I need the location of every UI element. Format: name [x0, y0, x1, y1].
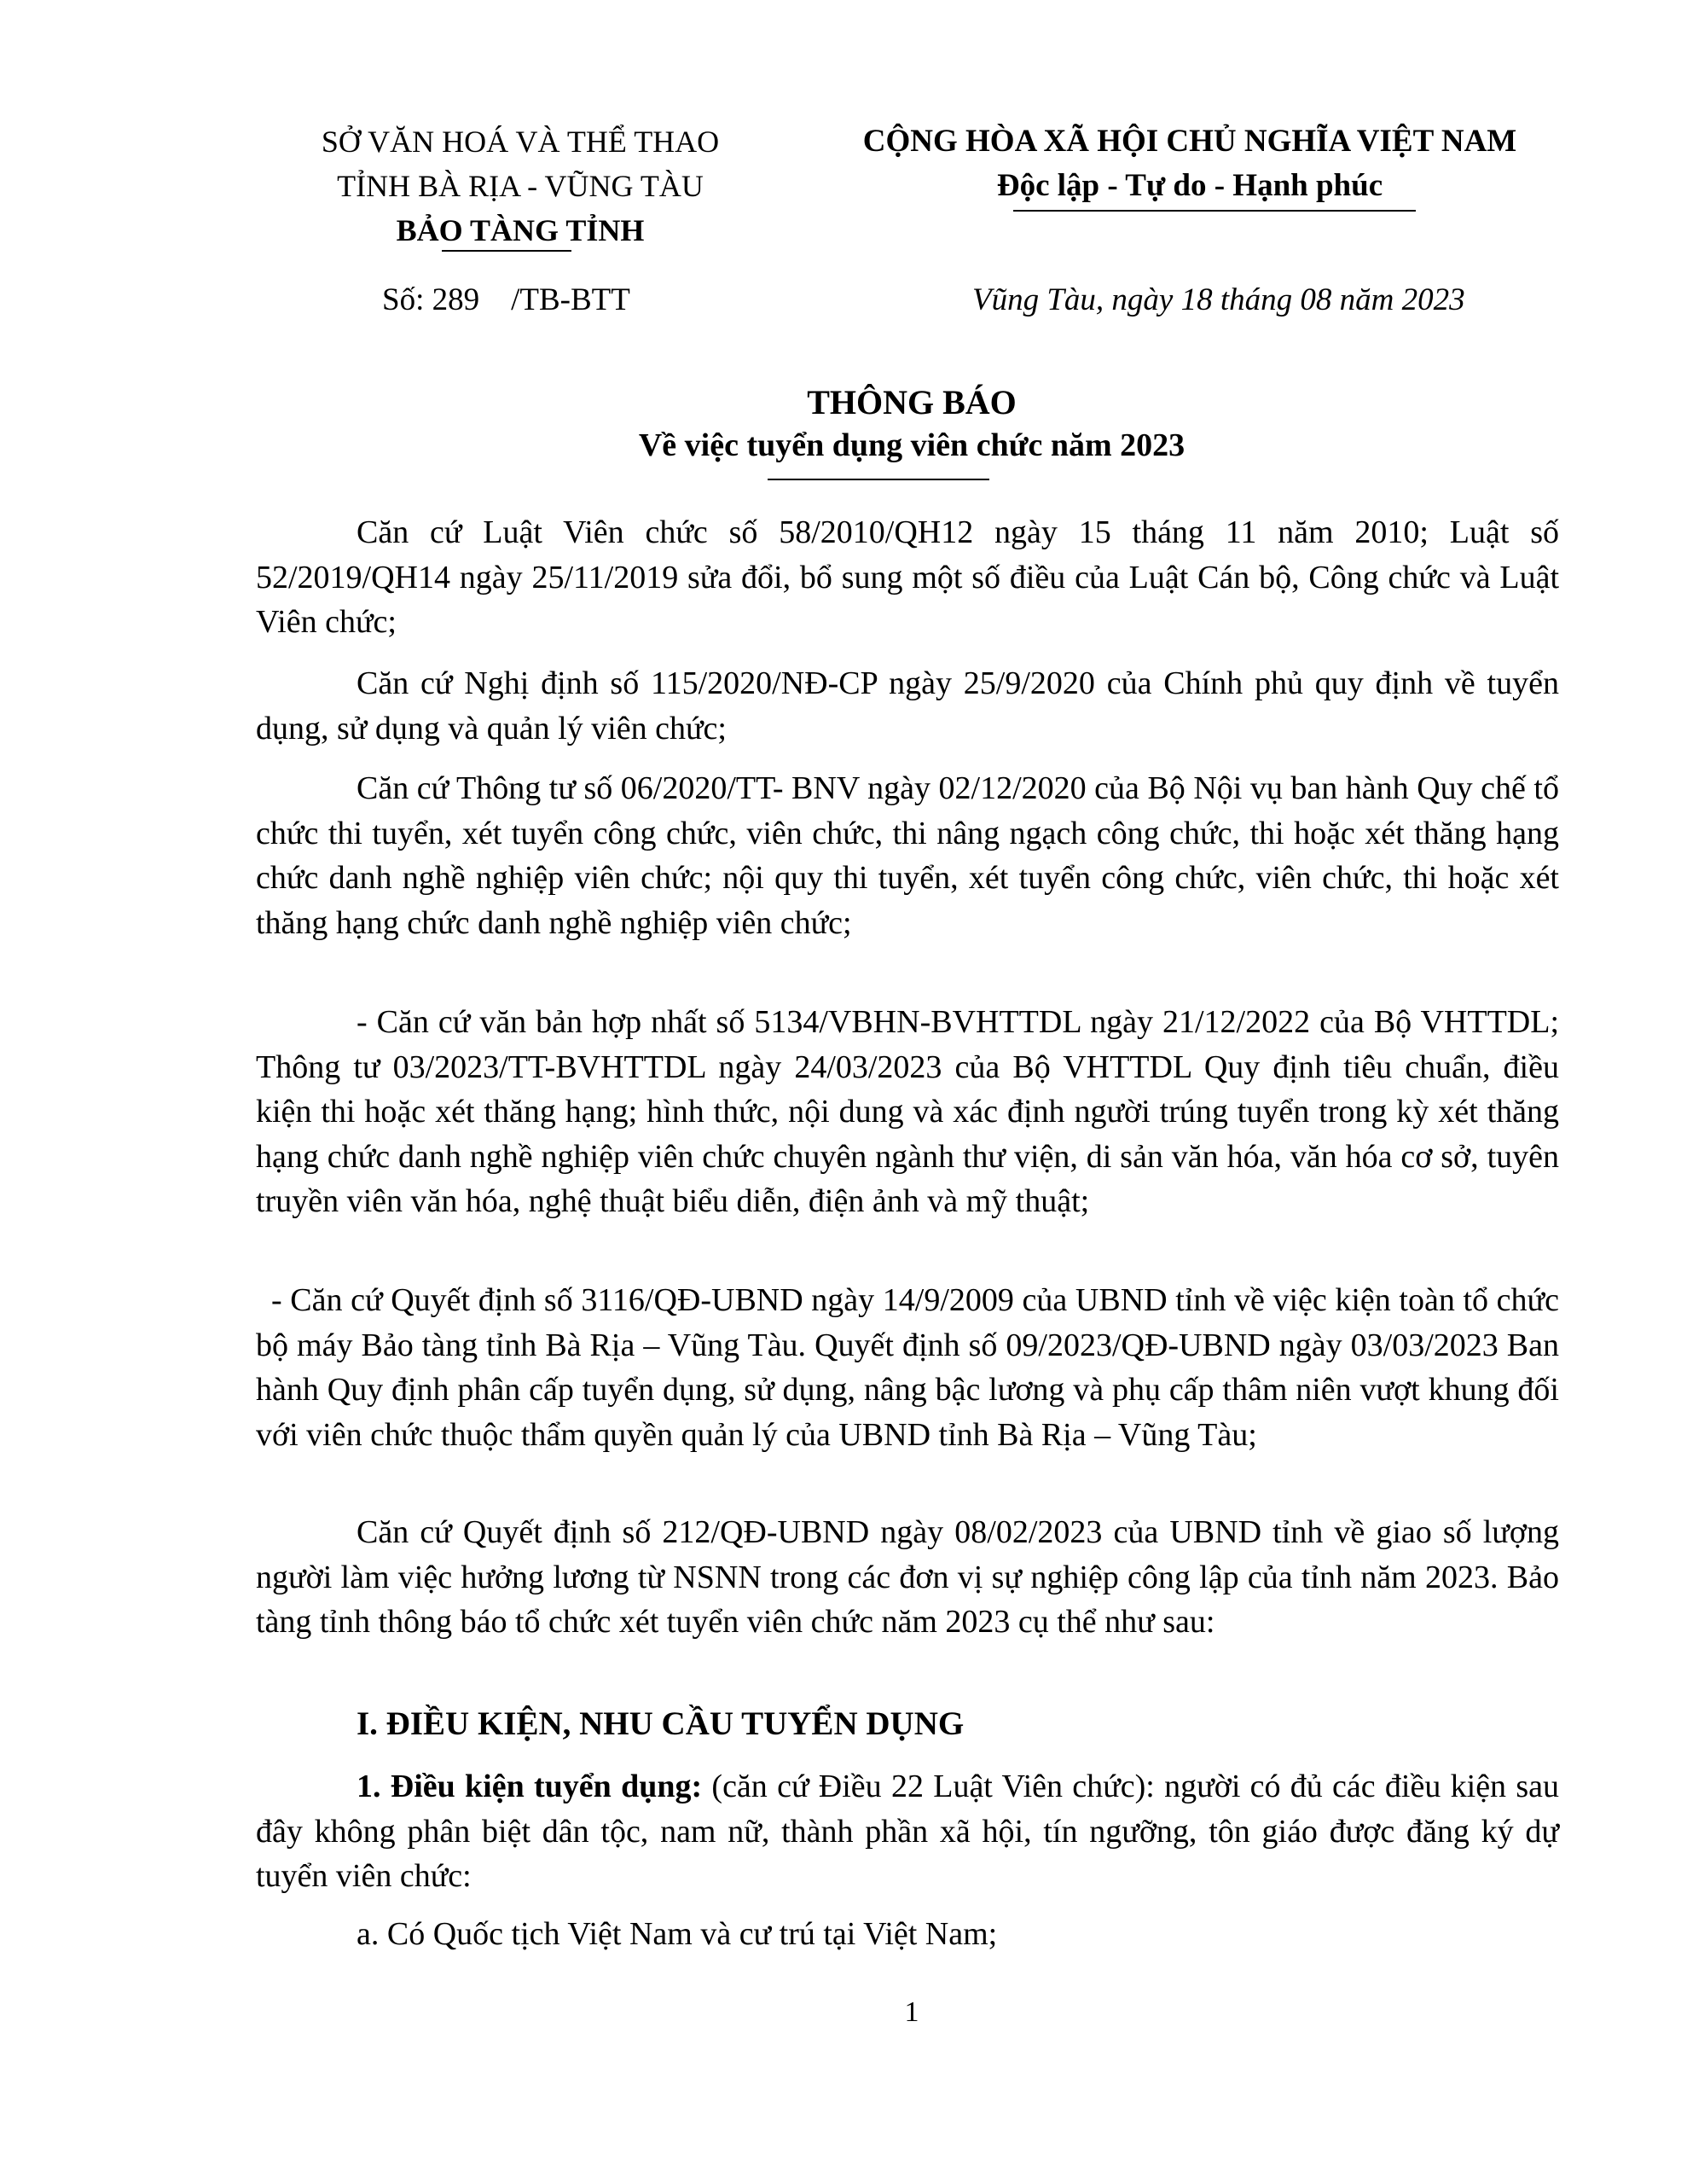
paragraph-legal-basis-2: Căn cứ Nghị định số 115/2020/NĐ-CP ngày 25/9/2020 của Chính phủ quy định về tuyển dụng, sử dụng và quản lý viên chức;	[256, 665, 1559, 746]
subtitle-underline	[768, 479, 989, 480]
condition-text: (căn cứ Điều 22 Luật Viên chức): người có đủ các điều kiện sau đây không phân biệt dân tộc, nam nữ, thành phần xã hội, tín ngưỡng, tôn giáo được đăng ký dự tuyển viên chức:	[256, 1769, 1559, 1894]
document-title: THÔNG BÁO	[807, 383, 1017, 421]
paragraph-legal-basis-6: Căn cứ Quyết định số 212/QĐ-UBND ngày 08/02/2023 của UBND tỉnh về giao số lượng người làm việc hưởng lương từ NSNN trong các đơn vị sự nghiệp công lập của tỉnh năm 2023. Bảo tàng tỉnh thông báo tổ chức xét tuyển viên chức năm 2023 cụ thể như sau:	[256, 1514, 1559, 1640]
paragraph-condition	[256, 1764, 1559, 1899]
motto: Độc lập - Tự do - Hạnh phúc	[996, 168, 1383, 203]
condition-label: 1. Điều kiện tuyển dụng:	[357, 1769, 703, 1804]
paragraph-legal-basis-1: Căn cứ Luật Viên chức số 58/2010/QH12 ngày 15 tháng 11 năm 2010; Luật số 52/2019/QH14 ngày 25/11/2019 sửa đổi, bổ sung một số điều của Luật Cán bộ, Công chức và Luật Viên chức;	[256, 514, 1559, 640]
document-subtitle: Về việc tuyển dụng viên chức năm 2023	[638, 427, 1186, 463]
paragraph-legal-basis-5: - Căn cứ Quyết định số 3116/QĐ-UBND ngày 14/9/2009 của UBND tỉnh về việc kiện toàn tổ chức bộ máy Bảo tàng tỉnh Bà Rịa – Vũng Tàu. Quyết định số 09/2023/QĐ-UBND ngày 03/03/2023 Ban hành Quy định phân cấp tuyển dụng, sử dụng, nâng bậc lương và phụ cấp thâm niên vượt khung đối với viên chức thuộc thẩm quyền quản lý của UBND tỉnh Bà Rịa – Vũng Tàu;	[256, 1282, 1559, 1453]
issuing-agency-block	[281, 119, 759, 253]
agency-line-1: SỞ VĂN HOÁ VÀ THỂ THAO	[321, 125, 720, 159]
page-number: 1	[904, 1996, 919, 2028]
agency-line-2: TỈNH BÀ RỊA - VŨNG TÀU	[337, 169, 704, 203]
agency-underline	[442, 250, 571, 252]
paragraph-legal-basis-4: - Căn cứ văn bản hợp nhất số 5134/VBHN-BVHTTDL ngày 21/12/2022 của Bộ VHTTDL; Thông tư 03/2023/TT-BVHTTDL ngày 24/03/2023 của Bộ VHTTDL Quy định tiêu chuẩn, điều kiện thi hoặc xét thăng hạng; hình thức, nội dung và xác định người trúng tuyển trong kỳ xét thăng hạng chức danh nghề nghiệp viên chức chuyên ngành thư viện, di sản văn hóa, văn hóa cơ sở, tuyên truyền viên văn hóa, nghệ thuật biểu diễn, điện ảnh và mỹ thuật;	[256, 1004, 1559, 1219]
agency-line-3: BẢO TÀNG TỈNH	[396, 213, 645, 247]
country-name: CỘNG HÒA XÃ HỘI CHỦ NGHĨA VIỆT NAM	[862, 124, 1517, 159]
document-number: Số: 289 /TB-BTT	[382, 282, 630, 317]
list-item-a: a. Có Quốc tịch Việt Nam và cư trú tại Việt Nam;	[357, 1916, 998, 1952]
paragraph-legal-basis-3: Căn cứ Thông tư số 06/2020/TT- BNV ngày 02/12/2020 của Bộ Nội vụ ban hành Quy chế tổ chức thi tuyển, xét tuyển công chức, viên chức, thi nâng ngạch công chức, thi hoặc xét thăng hạng chức danh nghề nghiệp viên chức; nội quy thi tuyển, xét tuyển công chức, viên chức, thi hoặc xét thăng hạng chức danh nghề nghiệp viên chức;	[256, 770, 1559, 941]
national-motto-block	[819, 119, 1561, 208]
section-heading: I. ĐIỀU KIỆN, NHU CẦU TUYỂN DỤNG	[357, 1705, 965, 1742]
motto-underline	[1013, 210, 1416, 212]
document-date: Vũng Tàu, ngày 18 tháng 08 năm 2023	[972, 282, 1465, 317]
